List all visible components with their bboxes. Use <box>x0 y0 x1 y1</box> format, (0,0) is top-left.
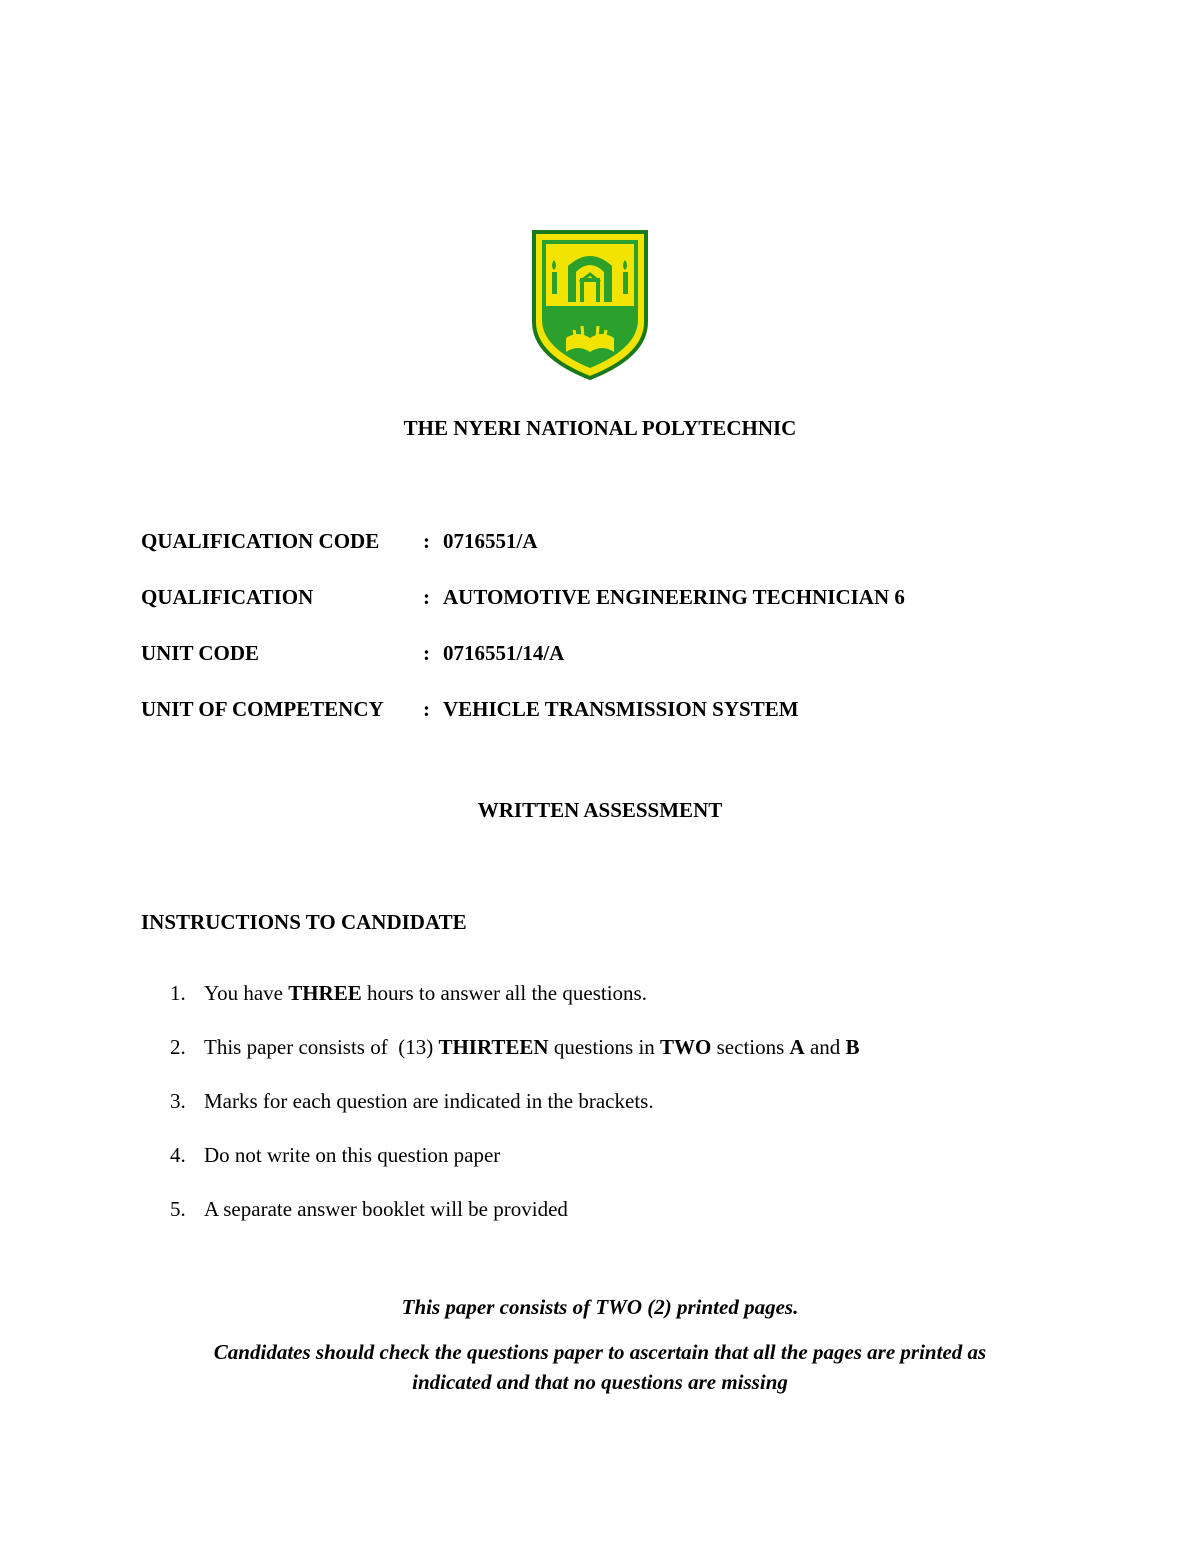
check-note-line1: Candidates should check the questions paper to ascertain that all the pages are printed as <box>213 1340 987 1364</box>
instruction-number: 4. <box>170 1143 186 1167</box>
qualification-row <box>141 585 905 610</box>
instruction-item <box>170 1143 500 1168</box>
check-note-line2: indicated and that no questions are missing <box>412 1370 788 1394</box>
instructions-heading: INSTRUCTIONS TO CANDIDATE <box>141 910 467 934</box>
instruction-text: You have <box>204 981 289 1005</box>
unit-code-row <box>141 641 564 666</box>
instruction-emphasis: B <box>845 1035 860 1059</box>
instruction-number: 3. <box>170 1089 186 1113</box>
instruction-emphasis: THREE <box>288 981 362 1005</box>
instruction-text: Do not write on this question paper <box>204 1143 501 1167</box>
unit-code-label: UNIT CODE <box>141 641 260 665</box>
instruction-item <box>170 1035 860 1060</box>
qualification-label: QUALIFICATION <box>141 585 314 609</box>
institution-name: THE NYERI NATIONAL POLYTECHNIC <box>403 416 797 440</box>
polytechnic-logo <box>528 226 652 382</box>
instruction-emphasis: A <box>789 1035 805 1059</box>
unit-of-competency-row <box>141 697 799 722</box>
instruction-item <box>170 1089 654 1114</box>
instruction-text: and <box>804 1035 846 1059</box>
instruction-emphasis: TWO <box>660 1035 712 1059</box>
instruction-text: A separate answer booklet will be provided <box>204 1197 568 1221</box>
separator: : <box>423 585 430 609</box>
unit-of-competency-value: VEHICLE TRANSMISSION SYSTEM <box>443 697 799 721</box>
pages-note: This paper consists of TWO (2) printed pages. <box>401 1295 799 1319</box>
instruction-emphasis: THIRTEEN <box>438 1035 549 1059</box>
assessment-type: WRITTEN ASSESSMENT <box>477 798 723 822</box>
unit-of-competency-label: UNIT OF COMPETENCY <box>141 697 384 721</box>
separator: : <box>423 529 430 553</box>
qualification-code-row <box>141 529 538 554</box>
instruction-text: hours to answer all the questions. <box>361 981 647 1005</box>
instruction-text: Marks for each question are indicated in the brackets. <box>204 1089 654 1113</box>
qualification-code-value: 0716551/A <box>443 529 538 553</box>
separator: : <box>423 697 430 721</box>
instruction-text: questions in <box>548 1035 661 1059</box>
instruction-text: This paper consists of (13) <box>204 1035 439 1059</box>
separator: : <box>423 641 430 665</box>
instruction-number: 2. <box>170 1035 186 1059</box>
qualification-code-label: QUALIFICATION CODE <box>141 529 380 553</box>
instruction-number: 1. <box>170 981 186 1005</box>
unit-code-value: 0716551/14/A <box>443 641 565 665</box>
instruction-item <box>170 1197 568 1222</box>
instruction-text: sections <box>711 1035 790 1059</box>
instruction-item <box>170 981 647 1006</box>
instruction-number: 5. <box>170 1197 186 1221</box>
qualification-value: AUTOMOTIVE ENGINEERING TECHNICIAN 6 <box>443 585 905 609</box>
